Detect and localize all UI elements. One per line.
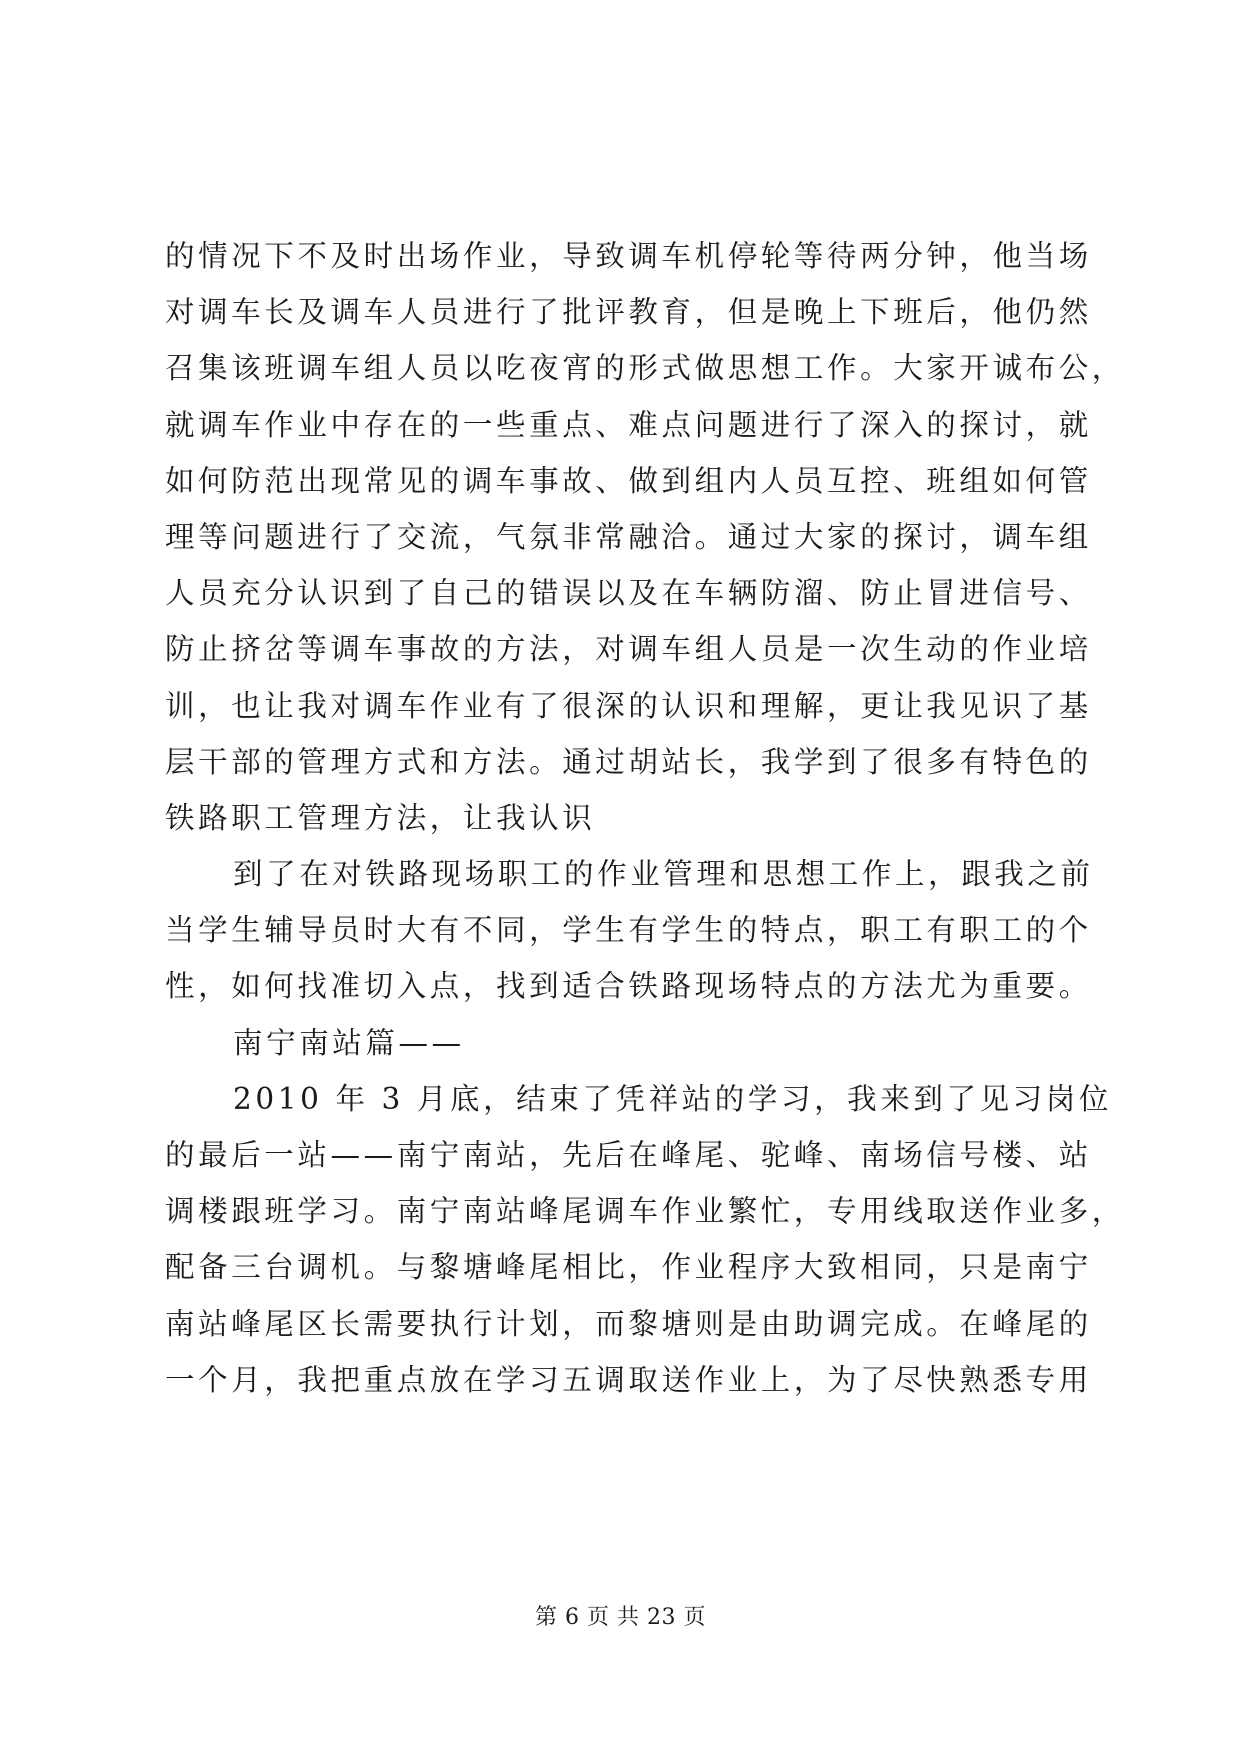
text-line: 调楼跟班学习。南宁南站峰尾调车作业繁忙，专用线取送作业多，	[165, 1194, 1125, 1229]
page-footer: 第 6 页 共 23 页	[535, 1605, 706, 1630]
text-line: 就调车作业中存在的一些重点、难点问题进行了深入的探讨，就	[165, 407, 1092, 442]
text-line: 性，如何找准切入点，找到适合铁路现场特点的方法尤为重要。	[165, 969, 1092, 1004]
text-line: 如何防范出现常见的调车事故、做到组内人员互控、班组如何管	[165, 463, 1092, 498]
text-line: 人员充分认识到了自己的错误以及在车辆防溜、防止冒进信号、	[165, 576, 1092, 611]
text-line: 一个月，我把重点放在学习五调取送作业上，为了尽快熟悉专用	[165, 1362, 1092, 1397]
text-line: 训，也让我对调车作业有了很深的认识和理解，更让我见识了基	[165, 688, 1092, 723]
text-line: 层干部的管理方式和方法。通过胡站长，我学到了很多有特色的	[165, 744, 1092, 779]
text-line: 南站峰尾区长需要执行计划，而黎塘则是由助调完成。在峰尾的	[165, 1306, 1092, 1341]
section-heading: 南宁南站篇——	[233, 1025, 465, 1060]
text-line: 配备三台调机。与黎塘峰尾相比，作业程序大致相同，只是南宁	[165, 1250, 1092, 1285]
text-line: 当学生辅导员时大有不同，学生有学生的特点，职工有职工的个	[165, 913, 1092, 948]
body-text	[165, 228, 1125, 1408]
text-line: 铁路职工管理方法，让我认识	[165, 800, 596, 835]
paragraph-start-line: 到了在对铁路现场职工的作业管理和思想工作上，跟我之前	[233, 857, 1094, 892]
text-line: 防止挤岔等调车事故的方法，对调车组人员是一次生动的作业培	[165, 632, 1092, 667]
text-line: 理等问题进行了交流，气氛非常融洽。通过大家的探讨，调车组	[165, 519, 1092, 554]
text-line: 对调车长及调车人员进行了批评教育，但是晚上下班后，他仍然	[165, 295, 1092, 330]
paragraph-start-line: 2010 年 3 月底，结束了凭祥站的学习，我来到了见习岗位	[233, 1081, 1112, 1116]
text-line: 的最后一站——南宁南站，先后在峰尾、驼峰、南场信号楼、站	[165, 1138, 1092, 1172]
text-line: 的情况下不及时出场作业，导致调车机停轮等待两分钟，他当场	[165, 239, 1092, 273]
text-line: 召集该班调车组人员以吃夜宵的形式做思想工作。大家开诚布公，	[165, 351, 1125, 386]
